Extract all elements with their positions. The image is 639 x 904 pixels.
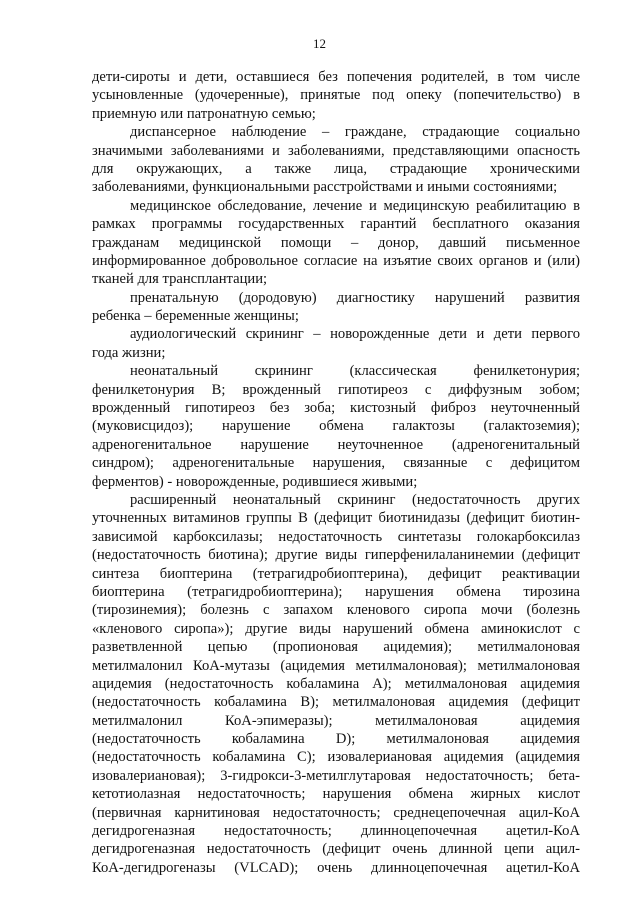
text-line: синдром); адреногенитальные нарушения, связанные с дефицитом	[92, 455, 580, 472]
text-line: гражданам медицинской помощи – донор, давший письменное	[92, 234, 580, 251]
text-line: диспансерное наблюдение – граждане, страдающие социально	[130, 124, 580, 141]
text-line: аудиологический скрининг – новорожденные дети и дети первого	[130, 326, 580, 343]
text-line: фенилкетонурия В; врожденный гипотиреоз с диффузным зобом;	[92, 381, 580, 398]
text-line: синтеза биоптерина (тетрагидробиоптерина), дефицит реактивации	[92, 565, 580, 582]
text-line: (недостаточность кобаламина D); метилмалоновая ацидемия	[92, 731, 580, 748]
text-line: заболеваниями, функциональными расстройствами и иными состояниями;	[92, 179, 558, 196]
text-line: (недостаточность кобаламина С); изовалериановая ацидемия (ацидемия	[92, 749, 580, 766]
text-line: года жизни;	[92, 344, 166, 361]
text-line: ферментов) - новорожденные, родившиеся живыми;	[92, 473, 418, 490]
text-line: (муковисцидоз); нарушение обмена галактозы (галактоземия);	[92, 418, 580, 435]
text-line: КоА-дегидрогеназы (VLCAD); очень длинноцепочечная ацетил-КоА	[92, 859, 580, 876]
text-line: (тирозинемия); болезнь с запахом кленового сиропа мочи (болезнь	[92, 602, 580, 619]
text-line: зависимой карбоксилазы; недостаточность синтетазы голокарбоксилаз	[92, 528, 580, 545]
text-line: тканей для трансплантации;	[92, 271, 268, 288]
body-text	[92, 68, 580, 877]
text-line: «кленового сиропа»); другие виды нарушений обмена аминокислот с	[92, 620, 580, 637]
text-line: биоптерина (тетрагидробиоптерина); нарушения обмена тирозина	[92, 583, 580, 600]
text-line: метилмалонил КоА-эпимеразы); метилмалоновая ацидемия	[92, 712, 580, 729]
text-line: кетотиолазная недостаточность; нарушения обмена жирных кислот	[92, 786, 580, 803]
text-line: уточненных витаминов группы В (дефицит биотинидазы (дефицит биотин-	[92, 510, 580, 527]
text-line: дети-сироты и дети, оставшиеся без попечения родителей, в том числе	[92, 69, 580, 85]
text-line: рамках программы государственных гарантий бесплатного оказания	[92, 216, 580, 233]
text-line: неонатальный скрининг (классическая фенилкетонурия;	[130, 363, 580, 380]
text-line: разветвленной цепью (пропионовая ацидемия); метилмалоновая	[92, 639, 580, 656]
text-line: дегидрогеназная недостаточность; длинноцепочечная ацетил-КоА	[92, 823, 580, 840]
text-line: (недостаточность кобаламина В); метилмалоновая ацидемия (дефицит	[92, 694, 580, 711]
text-line: значимыми заболеваниями и заболеваниями, представляющими опасность	[92, 142, 580, 159]
text-line: дегидрогеназная недостаточность (дефицит очень длинной цепи ацил-	[92, 841, 580, 858]
text-line: (первичная карнитиновая недостаточность; среднецепочечная ацил-КоА	[92, 804, 580, 821]
text-line: ребенка – беременные женщины;	[92, 308, 299, 325]
text-line: (недостаточность биотина); другие виды гиперфенилаланинемии (дефицит	[92, 547, 580, 564]
text-line: приемную или патронатную семью;	[92, 105, 316, 122]
text-line: врожденный гипотиреоз без зоба; кистозный фиброз неуточненный	[92, 400, 580, 417]
text-line: пренатальную (дородовую) диагностику нарушений развития	[130, 289, 580, 306]
text-line: информированное добровольное согласие на изъятие своих органов и (или)	[92, 252, 580, 269]
page-number: 12	[313, 36, 326, 51]
text-line: медицинское обследование, лечение и медицинскую реабилитацию в	[130, 197, 580, 214]
text-line: усыновленные (удочеренные), принятые под опеку (попечительство) в	[92, 87, 580, 104]
text-line: для окружающих, а также лица, страдающие хроническими	[92, 160, 580, 177]
text-line: адреногенитальное нарушение неуточненное (адреногенитальный	[92, 436, 580, 453]
text-line: расширенный неонатальный скрининг (недостаточность других	[130, 491, 580, 508]
text-line: метилмалонил КоА-мутазы (ацидемия метилмалоновая); метилмалоновая	[92, 657, 580, 674]
text-line: ацидемия (недостаточность кобаламина А); метилмалоновая ацидемия	[92, 675, 580, 692]
text-line: изовалериановая); 3-гидрокси-3-метилглутаровая недостаточность; бета-	[92, 767, 580, 784]
